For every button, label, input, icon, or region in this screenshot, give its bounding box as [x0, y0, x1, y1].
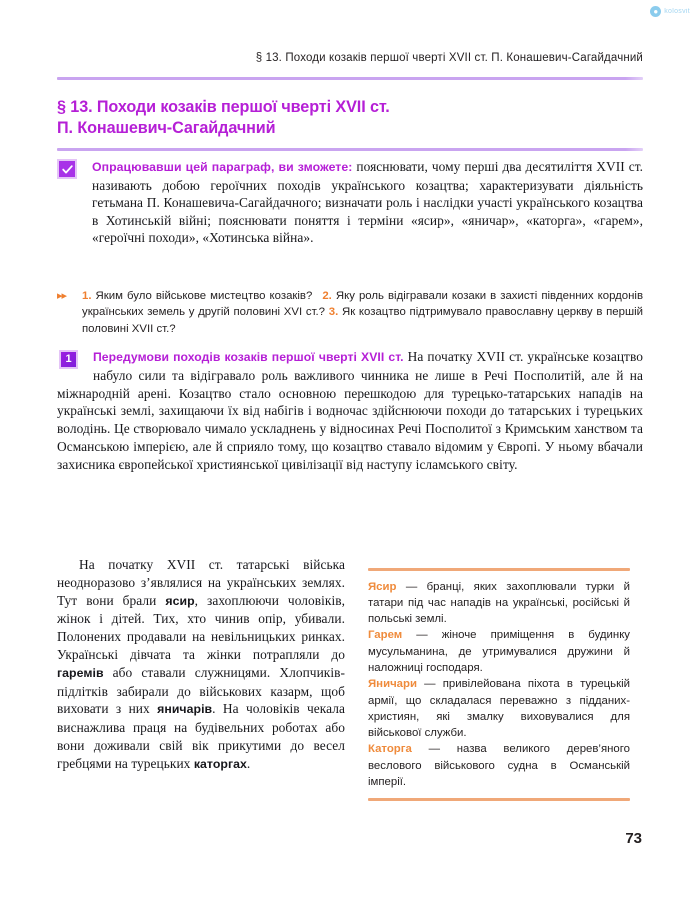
- glossary-entry: [368, 676, 630, 741]
- watermark-label: kolosvit: [664, 8, 690, 15]
- left-col-term-katorha: каторгах: [193, 756, 247, 771]
- left-col-part-4: . На чоловіків чекала виснажлива праця на будівельних роботах або вони доживали свій вік прикутими до весел гребцями на турецьких: [57, 701, 345, 771]
- left-col-term-harem: гаремів: [57, 665, 104, 680]
- question-text-3: Як козацтво підтримувало православну церкву в першій половині XVII ст.?: [82, 306, 643, 335]
- left-col-part-2: , захоплюючи чоловіків, жінок і дітей. Тих, хто чинив опір, убивали. Полонених продавали на невільницьких ринках. Українські дівчата та жінки потрапляли до: [57, 592, 345, 662]
- question-text-2: Яку роль відігравали козаки в захисті південних кордонів українських земель у другій половині XVI ст.?: [82, 290, 644, 319]
- badge-spacer: [57, 348, 93, 384]
- running-head: § 13. Походи козаків першої чверті XVII ст. П. Конашевич-Сагайдачний: [255, 52, 643, 64]
- question-text-1: Яким було військове мистецтво козаків?: [95, 290, 313, 302]
- glossary-entries: [368, 579, 630, 791]
- glossary-entry: [368, 579, 630, 628]
- section-number-badge: 1: [59, 350, 78, 369]
- glossary-term: Ясир: [368, 580, 397, 593]
- section-1-paragraph: [57, 348, 643, 474]
- glossary-term: Гарем: [368, 629, 403, 642]
- question-number-1: 1.: [82, 290, 92, 302]
- left-col-term-yanychar: яничарів: [157, 702, 213, 717]
- glossary-definition: — жіноче приміщення в будинку мусульманина, де утримувалися дружини й наложниці господаря.: [368, 629, 630, 674]
- learning-goals-text: [92, 158, 643, 247]
- glossary-definition: — бранці, яких захоплювали турки й татари під час нападів на українські, російські й польські землі.: [368, 580, 630, 626]
- left-col-part-3: або ставали служницями. Хлопчиків-підлітків забирали до військових казарм, щоб виховати з них: [57, 664, 345, 717]
- glossary-definition: — привілейована піхота в турецькій армії, що складалася переважно з підданих-християн, які змалку виховувалися для військової служби.: [368, 678, 630, 740]
- glossary-top-rule: [368, 568, 630, 571]
- running-head-rule: [57, 77, 643, 80]
- learning-goals-block: [57, 158, 643, 247]
- page-title-line-2: П. Конашевич-Сагайдачний: [57, 119, 276, 137]
- section-1-lead: Передумови походів козаків першої чверті XVII ст.: [93, 350, 404, 364]
- glossary-panel: [368, 568, 630, 801]
- glossary-definition: — назва великого дерев’яного веслового військового судна в Османській імперії.: [368, 743, 630, 789]
- review-questions-block: [57, 288, 643, 337]
- review-questions-text: [82, 288, 643, 337]
- question-number-2: 2.: [322, 290, 332, 302]
- site-watermark: [650, 6, 690, 17]
- glossary-term: Яничари: [368, 678, 417, 691]
- glossary-term: Каторга: [368, 743, 412, 756]
- globe-icon: ●: [650, 6, 661, 17]
- left-col-part-5: .: [246, 755, 251, 771]
- double-chevron-right-icon: ▸▸: [57, 290, 67, 302]
- glossary-entry: [368, 741, 630, 790]
- page-number: 73: [625, 830, 642, 847]
- page-title-line-1: § 13. Походи козаків першої чверті XVII ст.: [57, 98, 390, 116]
- learning-goals-lead: Опрацювавши цей параграф, ви зможете:: [92, 160, 353, 174]
- question-number-3: 3.: [328, 306, 339, 319]
- left-col-term-yasyr: ясир: [165, 593, 195, 608]
- learning-goals-body: пояснювати, чому перші два десятиліття XVII ст. називають добою героїчних походів українського козацтва; характеризувати діяльність гетьмана П. Конашевича-Сагайдачного; визначати роль і наслідки участі українського козацтва в Хотинській війні; пояснювати поняття і терміни «ясир», «яничар», «каторга», «гарем», «героїчні походи», «Хотинська війна».: [92, 159, 643, 246]
- body-column-left: [57, 556, 345, 774]
- glossary-entry: [368, 627, 630, 676]
- page-title: [57, 97, 647, 139]
- left-col-part-1: На початку XVII ст. татарські війська неодноразово з’являлися на українських землях. Тут вони брали: [57, 557, 345, 608]
- checkmark-icon: [57, 159, 77, 179]
- section-1-text: На початку XVII ст. українське козацтво набуло сили та відігравало роль важливого чинника не лише в Речі Посполитій, але й на міжнародній арені. Козацтво стало основною перешкодою для турецько-татарських нападів на українські землі, захищаючи їх від набігів і водночас здійснюючи походи до татарських і турецьких володінь. Це створювало чимало ускладнень у відносинах Речі Посполитої з Кримським ханством та Османською імперією, але й сприяло тому, що козацтво ставало відомим у Європі. У ньому вбачали захисника європейської християнської цивілізації від наступу ісламського світу.: [57, 349, 643, 472]
- glossary-bottom-rule: [368, 798, 630, 801]
- title-rule: [57, 148, 643, 151]
